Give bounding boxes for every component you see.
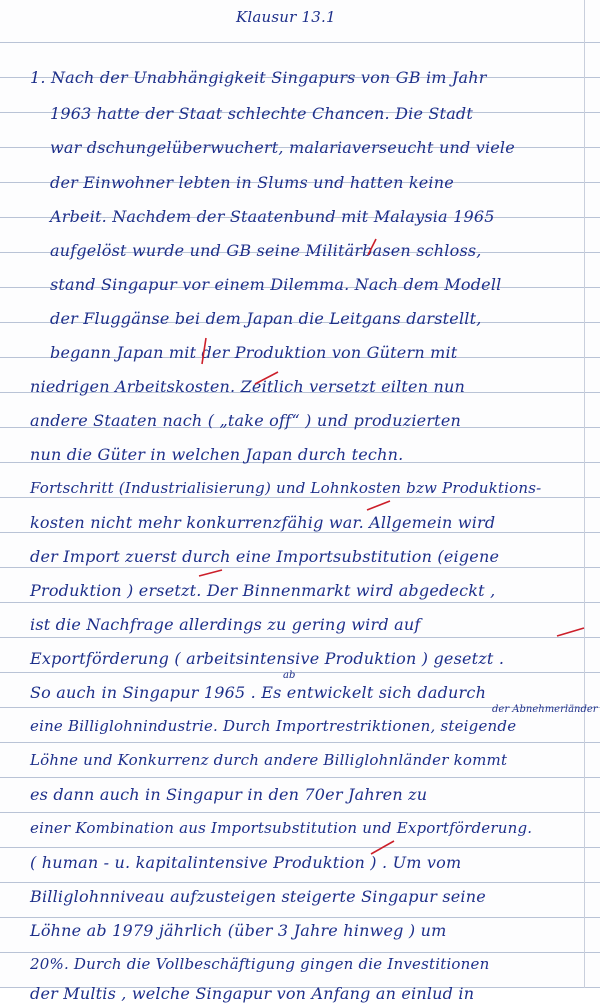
text-line-15: der Import zuerst durch eine Importsubstitution (eigene [30,547,500,566]
correction-mark-slash-1 [252,368,282,390]
text-line-9: begann Japan mit der Produktion von Gütern mit [50,343,458,362]
text-line-4: der Einwohner lebten in Slums und hatten keine [50,173,454,192]
correction-mark-p [196,334,222,370]
text-line-26: Löhne ab 1979 jährlich (über 3 Jahre hinweg ) um [30,921,447,940]
text-line-12: nun die Güter in welchen Japan durch techn. [30,445,404,464]
text-line-23: einer Kombination aus Importsubstitution und Exportförderung. [30,819,533,837]
text-line-17: ist die Nachfrage allerdings zu gering wird auf [30,615,421,634]
text-line-22: es dann auch in Singapur in den 70er Jahren zu [30,785,428,804]
text-line-28: der Multis , welche Singapur von Anfang an einlud in [30,984,475,1003]
correction-mark-comma [362,235,384,261]
text-line-7: stand Singapur vor einem Dilemma. Nach dem Modell [50,275,502,294]
text-line-2: 1963 hatte der Staat schlechte Chancen. Die Stadt [50,104,474,123]
text-line-5: Arbeit. Nachdem der Staatenbund mit Malaysia 1965 [50,207,495,226]
margin-line [584,0,585,988]
correction-mark-slash-5 [368,836,398,860]
text-line-11: andere Staaten nach ( „take off“ ) und produzierten [30,411,461,430]
text-line-13: Fortschritt (Industrialisierung) und Lohnkosten bzw Produktions- [30,479,542,497]
text-line-18: Exportförderung ( arbeitsintensive Produktion ) gesetzt . [30,649,505,668]
correction-mark-slash-4 [554,622,588,642]
correction-mark-slash-3 [196,564,226,584]
document-title: Klausur 13.1 [236,8,336,26]
text-line-21: Löhne und Konkurrenz durch andere Billiglohnländer kommt [30,751,508,769]
text-line-16: Produktion ) ersetzt. Der Binnenmarkt wird abgedeckt , [30,581,496,600]
text-line-3: war dschungelüberwuchert, malariaverseucht und viele [50,138,515,157]
text-line-10: niedrigen Arbeitskosten. Zeitlich versetzt eilten nun [30,377,466,396]
text-line-25: Billiglohnniveau aufzusteigen steigerte Singapur seine [30,887,486,906]
text-line-27: 20%. Durch die Vollbeschäftigung gingen die Investitionen [30,955,490,973]
text-line-19: So auch in Singapur 1965 . Es entwickelt sich dadurch [30,683,487,702]
text-line-20: eine Billiglohnindustrie. Durch Importrestriktionen, steigende [30,717,517,735]
text-line-6: aufgelöst wurde und GB seine Militärbasen schloss, [50,241,482,260]
insertion-ab: ab [283,670,296,681]
text-line-1: 1. Nach der Unabhängigkeit Singapurs von GB im Jahr [30,68,487,87]
text-line-24: ( human - u. kapitalintensive Produktion ) . Um vom [30,853,462,872]
text-line-8: der Fluggänse bei dem Japan die Leitgans darstellt, [50,309,482,328]
insertion-abnehmerlaender: der Abnehmerländer [492,704,598,715]
text-line-14: kosten nicht mehr konkurrenzfähig war. Allgemein wird [30,513,496,532]
correction-mark-slash-2 [364,496,394,518]
